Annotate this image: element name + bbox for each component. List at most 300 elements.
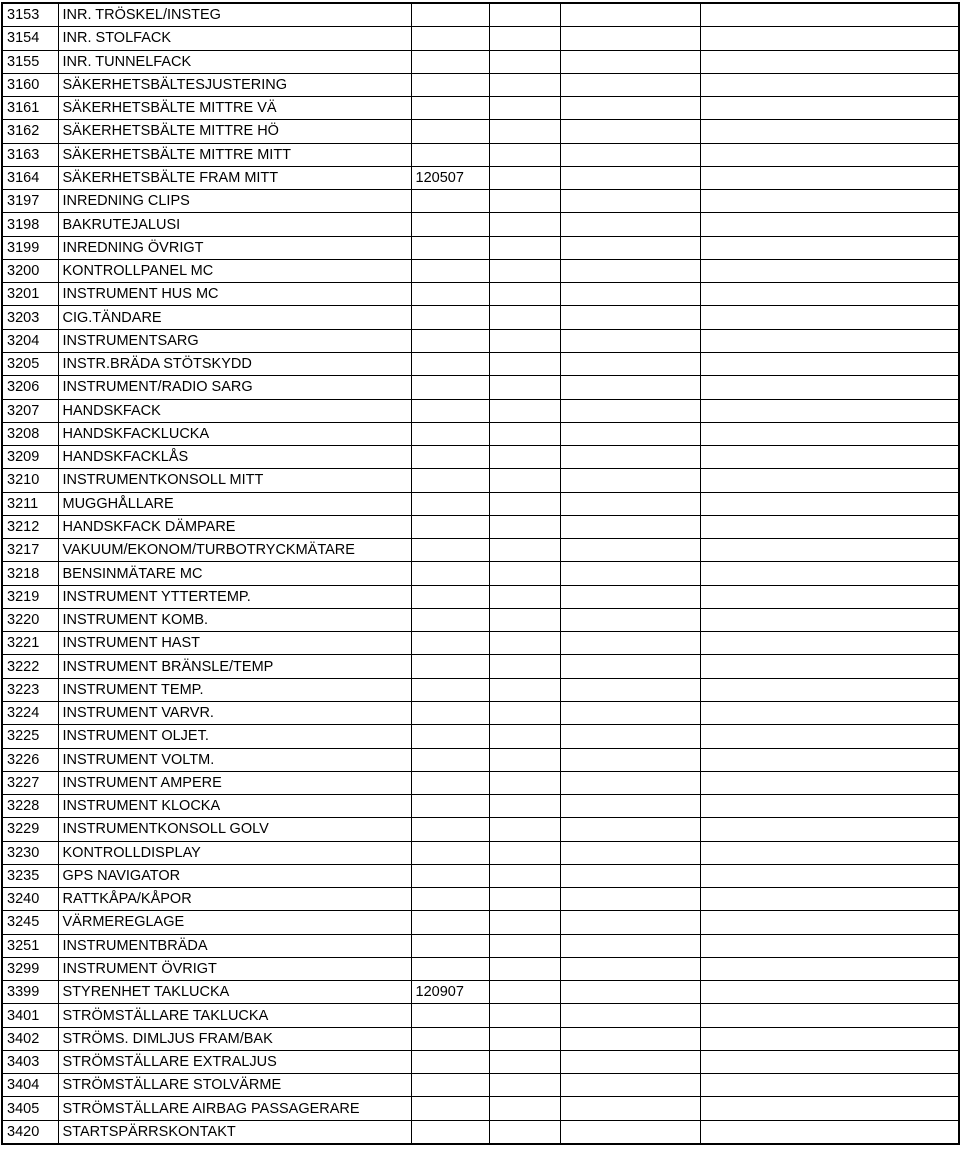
reference-cell <box>411 934 489 957</box>
table-row <box>2 701 959 724</box>
empty-cell <box>560 422 700 445</box>
description-cell: INR. TRÖSKEL/INSTEG <box>58 3 411 27</box>
table-row <box>2 608 959 631</box>
empty-cell <box>700 818 959 841</box>
table-row <box>2 1004 959 1027</box>
empty-cell <box>700 213 959 236</box>
empty-cell <box>489 725 560 748</box>
reference-cell <box>411 213 489 236</box>
table-row <box>2 259 959 282</box>
empty-cell <box>489 678 560 701</box>
empty-cell <box>700 608 959 631</box>
empty-cell <box>700 934 959 957</box>
empty-cell <box>700 97 959 120</box>
description-cell: STRÖMSTÄLLARE EXTRALJUS <box>58 1050 411 1073</box>
description-cell: SÄKERHETSBÄLTESJUSTERING <box>58 73 411 96</box>
empty-cell <box>700 236 959 259</box>
code-cell: 3235 <box>2 864 58 887</box>
reference-cell: 120907 <box>411 981 489 1004</box>
table-row <box>2 655 959 678</box>
description-cell: INSTRUMENT TEMP. <box>58 678 411 701</box>
empty-cell <box>560 539 700 562</box>
empty-cell <box>700 259 959 282</box>
table-row <box>2 1074 959 1097</box>
empty-cell <box>489 1050 560 1073</box>
reference-cell <box>411 236 489 259</box>
empty-cell <box>560 329 700 352</box>
empty-cell <box>489 469 560 492</box>
reference-cell <box>411 1074 489 1097</box>
empty-cell <box>489 655 560 678</box>
table-row <box>2 329 959 352</box>
empty-cell <box>700 562 959 585</box>
code-cell: 3223 <box>2 678 58 701</box>
empty-cell <box>489 399 560 422</box>
code-cell: 3199 <box>2 236 58 259</box>
empty-cell <box>489 957 560 980</box>
empty-cell <box>560 562 700 585</box>
description-cell: VAKUUM/EKONOM/TURBOTRYCKMÄTARE <box>58 539 411 562</box>
code-cell: 3205 <box>2 352 58 375</box>
description-cell: INSTRUMENT VARVR. <box>58 701 411 724</box>
reference-cell <box>411 376 489 399</box>
empty-cell <box>560 864 700 887</box>
empty-cell <box>700 143 959 166</box>
empty-cell <box>560 841 700 864</box>
empty-cell <box>560 27 700 50</box>
empty-cell <box>489 864 560 887</box>
empty-cell <box>560 376 700 399</box>
code-cell: 3299 <box>2 957 58 980</box>
empty-cell <box>560 1074 700 1097</box>
empty-cell <box>560 934 700 957</box>
empty-cell <box>489 795 560 818</box>
empty-cell <box>700 678 959 701</box>
code-cell: 3201 <box>2 283 58 306</box>
reference-cell <box>411 1050 489 1073</box>
description-cell: INSTRUMENT AMPERE <box>58 771 411 794</box>
table-row <box>2 190 959 213</box>
parts-table-body <box>2 3 959 1144</box>
empty-cell <box>489 818 560 841</box>
code-cell: 3155 <box>2 50 58 73</box>
empty-cell <box>560 446 700 469</box>
reference-cell <box>411 50 489 73</box>
empty-cell <box>560 306 700 329</box>
description-cell: INSTRUMENT KLOCKA <box>58 795 411 818</box>
code-cell: 3208 <box>2 422 58 445</box>
empty-cell <box>560 748 700 771</box>
empty-cell <box>560 818 700 841</box>
reference-cell <box>411 27 489 50</box>
reference-cell <box>411 957 489 980</box>
reference-cell <box>411 608 489 631</box>
table-row <box>2 97 959 120</box>
empty-cell <box>489 539 560 562</box>
description-cell: INSTRUMENT ÖVRIGT <box>58 957 411 980</box>
empty-cell <box>700 1050 959 1073</box>
empty-cell <box>700 469 959 492</box>
code-cell: 3403 <box>2 1050 58 1073</box>
table-row <box>2 1050 959 1073</box>
empty-cell <box>700 539 959 562</box>
code-cell: 3245 <box>2 911 58 934</box>
empty-cell <box>489 562 560 585</box>
reference-cell <box>411 283 489 306</box>
table-row <box>2 864 959 887</box>
reference-cell <box>411 841 489 864</box>
reference-cell <box>411 678 489 701</box>
description-cell: STRÖMSTÄLLARE STOLVÄRME <box>58 1074 411 1097</box>
reference-cell <box>411 469 489 492</box>
table-row <box>2 562 959 585</box>
empty-cell <box>560 143 700 166</box>
description-cell: SÄKERHETSBÄLTE MITTRE MITT <box>58 143 411 166</box>
empty-cell <box>489 97 560 120</box>
code-cell: 3405 <box>2 1097 58 1120</box>
code-cell: 3163 <box>2 143 58 166</box>
reference-cell <box>411 422 489 445</box>
empty-cell <box>489 50 560 73</box>
empty-cell <box>700 190 959 213</box>
empty-cell <box>489 3 560 27</box>
table-row <box>2 27 959 50</box>
description-cell: INSTRUMENT VOLTM. <box>58 748 411 771</box>
table-row <box>2 3 959 27</box>
code-cell: 3401 <box>2 1004 58 1027</box>
table-row <box>2 818 959 841</box>
code-cell: 3209 <box>2 446 58 469</box>
code-cell: 3219 <box>2 585 58 608</box>
code-cell: 3230 <box>2 841 58 864</box>
reference-cell <box>411 143 489 166</box>
empty-cell <box>700 864 959 887</box>
empty-cell <box>700 306 959 329</box>
table-row <box>2 166 959 189</box>
empty-cell <box>700 492 959 515</box>
table-row <box>2 143 959 166</box>
empty-cell <box>700 888 959 911</box>
reference-cell <box>411 73 489 96</box>
reference-cell <box>411 190 489 213</box>
empty-cell <box>700 120 959 143</box>
empty-cell <box>489 422 560 445</box>
empty-cell <box>700 655 959 678</box>
description-cell: INSTRUMENT OLJET. <box>58 725 411 748</box>
description-cell: STARTSPÄRRSKONTAKT <box>58 1120 411 1144</box>
code-cell: 3162 <box>2 120 58 143</box>
table-row <box>2 283 959 306</box>
reference-cell <box>411 911 489 934</box>
reference-cell <box>411 120 489 143</box>
empty-cell <box>560 3 700 27</box>
empty-cell <box>489 492 560 515</box>
empty-cell <box>560 213 700 236</box>
empty-cell <box>700 1027 959 1050</box>
empty-cell <box>700 632 959 655</box>
code-cell: 3198 <box>2 213 58 236</box>
code-cell: 3420 <box>2 1120 58 1144</box>
code-cell: 3226 <box>2 748 58 771</box>
description-cell: HANDSKFACKLÅS <box>58 446 411 469</box>
empty-cell <box>489 1097 560 1120</box>
code-cell: 3224 <box>2 701 58 724</box>
empty-cell <box>560 50 700 73</box>
description-cell: INSTRUMENT BRÄNSLE/TEMP <box>58 655 411 678</box>
empty-cell <box>560 399 700 422</box>
empty-cell <box>489 120 560 143</box>
empty-cell <box>560 678 700 701</box>
table-row <box>2 492 959 515</box>
empty-cell <box>700 50 959 73</box>
empty-cell <box>560 701 700 724</box>
empty-cell <box>560 608 700 631</box>
reference-cell <box>411 259 489 282</box>
empty-cell <box>489 306 560 329</box>
description-cell: CIG.TÄNDARE <box>58 306 411 329</box>
empty-cell <box>489 888 560 911</box>
code-cell: 3206 <box>2 376 58 399</box>
empty-cell <box>489 1074 560 1097</box>
empty-cell <box>489 352 560 375</box>
code-cell: 3220 <box>2 608 58 631</box>
table-row <box>2 725 959 748</box>
empty-cell <box>489 934 560 957</box>
table-row <box>2 795 959 818</box>
code-cell: 3197 <box>2 190 58 213</box>
description-cell: INREDNING ÖVRIGT <box>58 236 411 259</box>
empty-cell <box>560 492 700 515</box>
empty-cell <box>700 329 959 352</box>
reference-cell <box>411 864 489 887</box>
code-cell: 3203 <box>2 306 58 329</box>
reference-cell <box>411 888 489 911</box>
code-cell: 3154 <box>2 27 58 50</box>
description-cell: INSTR.BRÄDA STÖTSKYDD <box>58 352 411 375</box>
table-row <box>2 120 959 143</box>
empty-cell <box>489 981 560 1004</box>
empty-cell <box>560 469 700 492</box>
description-cell: BAKRUTEJALUSI <box>58 213 411 236</box>
description-cell: STRÖMSTÄLLARE AIRBAG PASSAGERARE <box>58 1097 411 1120</box>
empty-cell <box>700 725 959 748</box>
table-row <box>2 678 959 701</box>
empty-cell <box>560 283 700 306</box>
empty-cell <box>560 725 700 748</box>
empty-cell <box>700 376 959 399</box>
table-row <box>2 981 959 1004</box>
empty-cell <box>700 166 959 189</box>
empty-cell <box>700 1004 959 1027</box>
table-row <box>2 422 959 445</box>
empty-cell <box>700 911 959 934</box>
description-cell: STRÖMS. DIMLJUS FRAM/BAK <box>58 1027 411 1050</box>
empty-cell <box>489 213 560 236</box>
empty-cell <box>700 3 959 27</box>
description-cell: SÄKERHETSBÄLTE MITTRE VÄ <box>58 97 411 120</box>
reference-cell <box>411 795 489 818</box>
code-cell: 3229 <box>2 818 58 841</box>
empty-cell <box>489 585 560 608</box>
description-cell: BENSINMÄTARE MC <box>58 562 411 585</box>
table-row <box>2 539 959 562</box>
empty-cell <box>560 190 700 213</box>
table-row <box>2 376 959 399</box>
description-cell: INSTRUMENT YTTERTEMP. <box>58 585 411 608</box>
reference-cell <box>411 329 489 352</box>
reference-cell <box>411 539 489 562</box>
table-row <box>2 748 959 771</box>
description-cell: INSTRUMENTKONSOLL GOLV <box>58 818 411 841</box>
code-cell: 3217 <box>2 539 58 562</box>
description-cell: INSTRUMENT HUS MC <box>58 283 411 306</box>
code-cell: 3402 <box>2 1027 58 1050</box>
empty-cell <box>489 701 560 724</box>
empty-cell <box>489 608 560 631</box>
reference-cell <box>411 771 489 794</box>
code-cell: 3204 <box>2 329 58 352</box>
empty-cell <box>489 259 560 282</box>
empty-cell <box>700 446 959 469</box>
empty-cell <box>700 748 959 771</box>
description-cell: KONTROLLPANEL MC <box>58 259 411 282</box>
description-cell: HANDSKFACK <box>58 399 411 422</box>
reference-cell <box>411 1120 489 1144</box>
table-row <box>2 1097 959 1120</box>
reference-cell <box>411 818 489 841</box>
empty-cell <box>560 120 700 143</box>
description-cell: INSTRUMENTKONSOLL MITT <box>58 469 411 492</box>
table-row <box>2 632 959 655</box>
reference-cell <box>411 655 489 678</box>
table-row <box>2 213 959 236</box>
empty-cell <box>560 1004 700 1027</box>
description-cell: RATTKÅPA/KÅPOR <box>58 888 411 911</box>
code-cell: 3211 <box>2 492 58 515</box>
description-cell: KONTROLLDISPLAY <box>58 841 411 864</box>
table-row <box>2 957 959 980</box>
code-cell: 3164 <box>2 166 58 189</box>
empty-cell <box>700 27 959 50</box>
table-row <box>2 446 959 469</box>
empty-cell <box>489 446 560 469</box>
reference-cell <box>411 1004 489 1027</box>
code-cell: 3404 <box>2 1074 58 1097</box>
code-cell: 3221 <box>2 632 58 655</box>
table-row <box>2 469 959 492</box>
empty-cell <box>700 1097 959 1120</box>
empty-cell <box>489 166 560 189</box>
code-cell: 3222 <box>2 655 58 678</box>
empty-cell <box>489 376 560 399</box>
description-cell: GPS NAVIGATOR <box>58 864 411 887</box>
reference-cell: 120507 <box>411 166 489 189</box>
code-cell: 3153 <box>2 3 58 27</box>
empty-cell <box>700 795 959 818</box>
code-cell: 3227 <box>2 771 58 794</box>
empty-cell <box>560 236 700 259</box>
empty-cell <box>560 259 700 282</box>
description-cell: HANDSKFACKLUCKA <box>58 422 411 445</box>
empty-cell <box>489 27 560 50</box>
code-cell: 3225 <box>2 725 58 748</box>
code-cell: 3399 <box>2 981 58 1004</box>
description-cell: STYRENHET TAKLUCKA <box>58 981 411 1004</box>
empty-cell <box>700 283 959 306</box>
table-row <box>2 399 959 422</box>
table-row <box>2 50 959 73</box>
empty-cell <box>560 1097 700 1120</box>
empty-cell <box>560 352 700 375</box>
code-cell: 3228 <box>2 795 58 818</box>
empty-cell <box>560 515 700 538</box>
description-cell: SÄKERHETSBÄLTE MITTRE HÖ <box>58 120 411 143</box>
empty-cell <box>489 1027 560 1050</box>
empty-cell <box>489 329 560 352</box>
reference-cell <box>411 515 489 538</box>
empty-cell <box>489 73 560 96</box>
empty-cell <box>560 632 700 655</box>
reference-cell <box>411 492 489 515</box>
table-row <box>2 888 959 911</box>
empty-cell <box>489 1004 560 1027</box>
empty-cell <box>560 888 700 911</box>
description-cell: INSTRUMENT/RADIO SARG <box>58 376 411 399</box>
reference-cell <box>411 97 489 120</box>
description-cell: INSTRUMENT HAST <box>58 632 411 655</box>
empty-cell <box>560 1120 700 1144</box>
description-cell: INSTRUMENTSARG <box>58 329 411 352</box>
code-cell: 3218 <box>2 562 58 585</box>
code-cell: 3251 <box>2 934 58 957</box>
empty-cell <box>489 143 560 166</box>
code-cell: 3160 <box>2 73 58 96</box>
code-cell: 3200 <box>2 259 58 282</box>
empty-cell <box>560 957 700 980</box>
empty-cell <box>700 422 959 445</box>
table-row <box>2 771 959 794</box>
empty-cell <box>489 771 560 794</box>
empty-cell <box>700 981 959 1004</box>
empty-cell <box>560 166 700 189</box>
description-cell: MUGGHÅLLARE <box>58 492 411 515</box>
empty-cell <box>560 655 700 678</box>
empty-cell <box>489 632 560 655</box>
description-cell: INR. TUNNELFACK <box>58 50 411 73</box>
table-row <box>2 1120 959 1144</box>
table-row <box>2 1027 959 1050</box>
description-cell: INREDNING CLIPS <box>58 190 411 213</box>
empty-cell <box>700 841 959 864</box>
description-cell: SÄKERHETSBÄLTE FRAM MITT <box>58 166 411 189</box>
empty-cell <box>560 585 700 608</box>
table-row <box>2 352 959 375</box>
table-row <box>2 73 959 96</box>
empty-cell <box>560 73 700 96</box>
parts-code-table <box>1 2 960 1145</box>
empty-cell <box>489 841 560 864</box>
empty-cell <box>700 352 959 375</box>
reference-cell <box>411 3 489 27</box>
table-row <box>2 306 959 329</box>
empty-cell <box>560 1027 700 1050</box>
empty-cell <box>700 585 959 608</box>
reference-cell <box>411 306 489 329</box>
empty-cell <box>489 236 560 259</box>
description-cell: INSTRUMENT KOMB. <box>58 608 411 631</box>
table-row <box>2 841 959 864</box>
empty-cell <box>489 283 560 306</box>
